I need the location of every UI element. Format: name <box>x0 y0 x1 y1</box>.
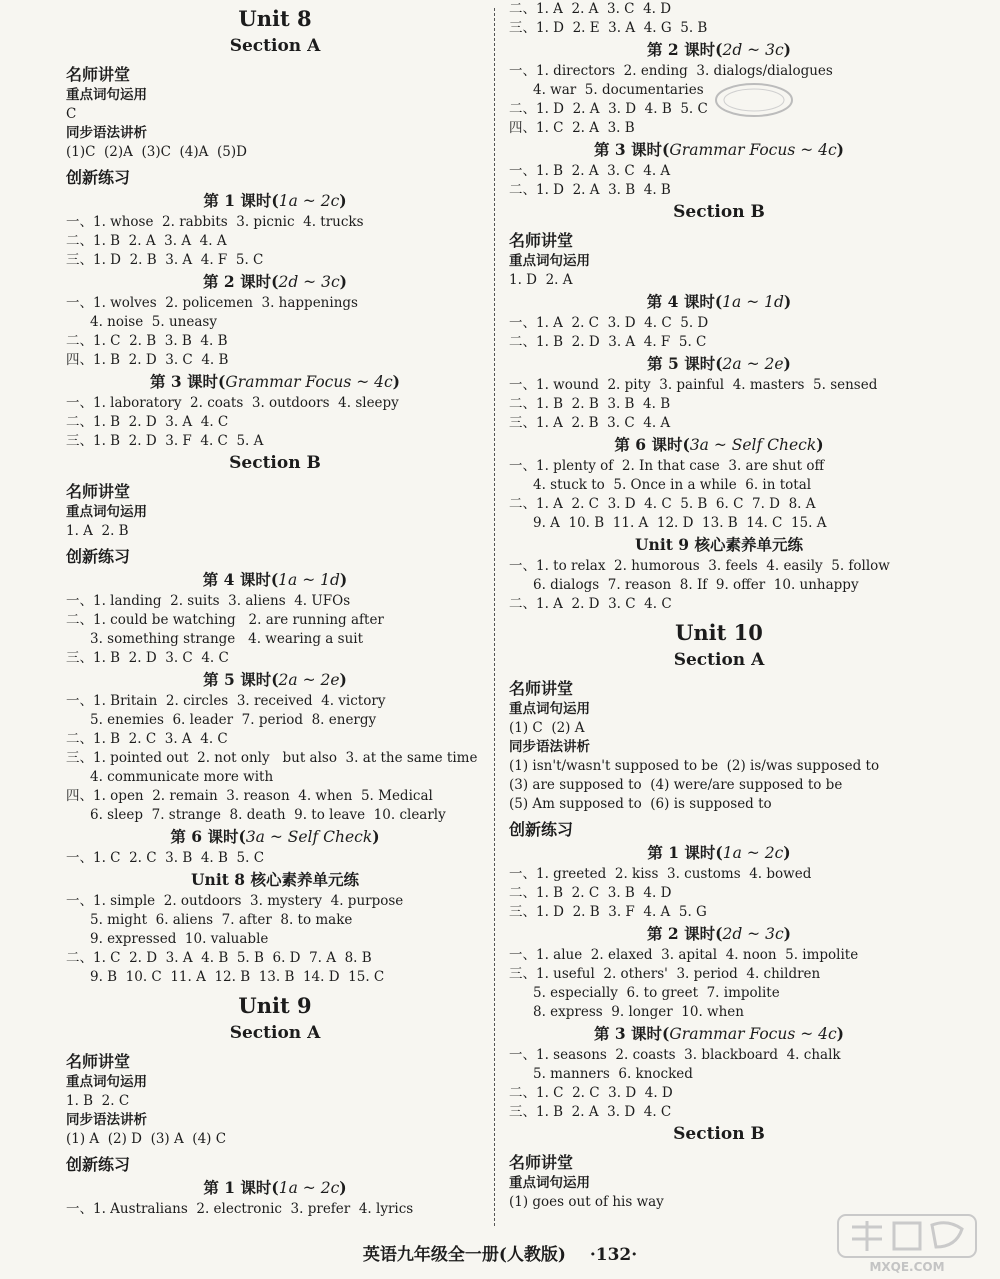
lesson-heading: 第 1 课时(1a ~ 2c) <box>203 191 347 210</box>
answer-line: 5. might 6. aliens 7. after 8. to make <box>90 912 353 928</box>
answer-line: 二、1. A 2. D 3. C 4. C <box>509 596 672 612</box>
answer-line: 三、1. D 2. B 3. F 4. A 5. G <box>509 904 707 920</box>
answer-line: 一、1. whose 2. rabbits 3. picnic 4. trucks <box>66 214 364 230</box>
answer-line: 四、1. B 2. D 3. C 4. B <box>66 352 229 368</box>
right-column <box>509 0 929 1212</box>
answer-line: 一、1. seasons 2. coasts 3. blackboard 4. chalk <box>509 1047 841 1063</box>
answer-line: 一、1. wound 2. pity 3. painful 4. masters 5. sensed <box>509 377 878 393</box>
answer-line: 三、1. A 2. B 3. C 4. A <box>509 415 671 431</box>
answer-line: 二、1. B 2. B 3. B 4. B <box>509 396 671 412</box>
book-title: 英语九年级全一册(人教版) <box>362 1245 566 1265</box>
answer-line: 一、1. to relax 2. humorous 3. feels 4. easily 5. follow <box>509 558 890 574</box>
answer-line: 二、1. C 2. C 3. D 4. D <box>509 1085 673 1101</box>
answer-line: 二、1. B 2. A 3. A 4. A <box>66 233 227 249</box>
answer-line: 1. B 2. C <box>66 1093 130 1109</box>
answer-line: 二、1. A 2. C 3. D 4. C 5. B 6. C 7. D 8. A <box>509 496 816 512</box>
answer-line: 4. war 5. documentaries <box>533 82 704 98</box>
answer-line: 一、1. C 2. C 3. B 4. B 5. C <box>66 850 265 866</box>
subheading: 同步语法讲析 <box>509 739 590 755</box>
lesson-heading: 第 4 课时(1a ~ 1d) <box>202 570 348 589</box>
answer-line: 4. stuck to 5. Once in a while 6. in total <box>533 477 812 493</box>
lesson-heading: 第 5 课时(2a ~ 2e) <box>647 354 791 373</box>
section-heading: Section B <box>229 453 321 473</box>
answer-line: 二、1. A 2. A 3. C 4. D <box>509 1 672 17</box>
answer-line: 6. dialogs 7. reason 8. If 9. offer 10. unhappy <box>533 577 859 593</box>
answer-line: 二、1. C 2. D 3. A 4. B 5. B 6. D 7. A 8. B <box>66 950 372 966</box>
subheading: 名师讲堂 <box>509 1153 574 1172</box>
watermark-logo-icon <box>838 1215 976 1274</box>
subheading: 重点词句运用 <box>509 253 590 269</box>
answer-line: (3) are supposed to (4) were/are supposed to be <box>509 777 843 793</box>
answer-line: (1) C (2) A <box>509 720 585 736</box>
unit-heading: Unit 10 <box>675 620 763 645</box>
answer-line: 二、1. C 2. B 3. B 4. B <box>66 333 228 349</box>
answer-line: 三、1. D 2. B 3. A 4. F 5. C <box>66 252 264 268</box>
column-divider <box>494 8 495 1226</box>
watermark-url: MXQE.COM <box>869 1260 945 1274</box>
answer-line: 一、1. landing 2. suits 3. aliens 4. UFOs <box>66 593 351 609</box>
answer-line: 四、1. C 2. A 3. B <box>509 120 635 136</box>
lesson-heading: 第 2 课时(2d ~ 3c) <box>647 40 791 59</box>
answer-line: 一、1. simple 2. outdoors 3. mystery 4. purpose <box>66 893 404 909</box>
lesson-heading: 第 3 课时(Grammar Focus ~ 4c) <box>593 1024 844 1043</box>
unit-heading: Unit 8 <box>238 6 312 31</box>
lesson-heading: 第 3 课时(Grammar Focus ~ 4c) <box>593 140 844 159</box>
answer-line: 一、1. B 2. A 3. C 4. A <box>509 163 671 179</box>
answer-line: 三、1. B 2. D 3. C 4. C <box>66 650 229 666</box>
lesson-heading: 第 1 课时(1a ~ 2c) <box>203 1178 347 1197</box>
lesson-heading: 第 1 课时(1a ~ 2c) <box>647 843 791 862</box>
answer-line: 二、1. B 2. C 3. A 4. C <box>66 731 228 747</box>
answer-line: (1) goes out of his way <box>509 1194 664 1210</box>
lesson-heading: 第 2 课时(2d ~ 3c) <box>203 272 347 291</box>
answer-line: 三、1. useful 2. others' 3. period 4. children <box>509 966 821 982</box>
answer-line: 一、1. directors 2. ending 3. dialogs/dialogues <box>509 63 833 79</box>
stamp-icon <box>712 80 796 120</box>
subheading: 重点词句运用 <box>66 504 147 520</box>
answer-line: 一、1. alue 2. elaxed 3. apital 4. noon 5. impolite <box>509 947 859 963</box>
answer-line: 二、1. B 2. D 3. A 4. F 5. C <box>509 334 707 350</box>
subheading: 名师讲堂 <box>66 1052 131 1071</box>
answer-line: 一、1. plenty of 2. In that case 3. are shut off <box>509 458 825 474</box>
answer-line: 6. sleep 7. strange 8. death 9. to leave 10. clearly <box>90 807 446 823</box>
answer-line: 二、1. D 2. A 3. B 4. B <box>509 182 671 198</box>
answer-line: (1) A (2) D (3) A (4) C <box>66 1131 227 1147</box>
answer-line: 3. something strange 4. wearing a suit <box>90 631 364 647</box>
answer-line: 5. especially 6. to greet 7. impolite <box>533 985 780 1001</box>
answer-line: 8. express 9. longer 10. when <box>533 1004 744 1020</box>
section-heading: Section A <box>229 1023 321 1043</box>
answer-line: 一、1. Britain 2. circles 3. received 4. victory <box>66 693 386 709</box>
subheading: 同步语法讲析 <box>66 125 147 141</box>
answer-line: 9. expressed 10. valuable <box>90 931 269 947</box>
subheading: 重点词句运用 <box>509 701 590 717</box>
answer-line: 5. manners 6. knocked <box>533 1066 693 1082</box>
subheading: 名师讲堂 <box>66 482 131 501</box>
section-heading: Section B <box>673 202 765 222</box>
answer-line: 一、1. wolves 2. policemen 3. happenings <box>66 295 358 311</box>
lesson-heading: 第 4 课时(1a ~ 1d) <box>646 292 792 311</box>
answer-line: 一、1. laboratory 2. coats 3. outdoors 4. sleepy <box>66 395 399 411</box>
subheading: 创新练习 <box>66 1155 131 1174</box>
answer-line: 9. A 10. B 11. A 12. D 13. B 14. C 15. A <box>533 515 827 531</box>
subheading: 重点词句运用 <box>509 1175 590 1191</box>
answer-line: 二、1. could be watching 2. are running after <box>66 612 384 628</box>
unit-review-heading: Unit 9 核心素养单元练 <box>635 535 803 554</box>
answer-line: (1)C (2)A (3)C (4)A (5)D <box>66 144 247 160</box>
answer-line: 4. noise 5. uneasy <box>90 314 217 330</box>
subheading: 名师讲堂 <box>66 65 131 84</box>
subheading: 创新练习 <box>66 168 131 187</box>
unit-review-heading: Unit 8 核心素养单元练 <box>191 870 359 889</box>
lesson-heading: 第 6 课时(3a ~ Self Check) <box>170 827 380 846</box>
lesson-heading: 第 6 课时(3a ~ Self Check) <box>614 435 824 454</box>
subheading: 名师讲堂 <box>509 231 574 250</box>
answer-line: 三、1. B 2. D 3. F 4. C 5. A <box>66 433 264 449</box>
subheading: 同步语法讲析 <box>66 1112 147 1128</box>
answer-line: (5) Am supposed to (6) is supposed to <box>509 796 772 812</box>
watermark-logo <box>832 1213 982 1277</box>
subheading: 名师讲堂 <box>509 679 574 698</box>
answer-line: 4. communicate more with <box>90 769 274 785</box>
answer-line: 9. B 10. C 11. A 12. B 13. B 14. D 15. C <box>90 969 385 985</box>
subheading: 重点词句运用 <box>66 1074 147 1090</box>
answer-line: 5. enemies 6. leader 7. period 8. energy <box>90 712 377 728</box>
answer-line: C <box>66 106 77 122</box>
lesson-heading: 第 5 课时(2a ~ 2e) <box>203 670 347 689</box>
subheading: 创新练习 <box>509 820 574 839</box>
answer-line: 三、1. B 2. A 3. D 4. C <box>509 1104 672 1120</box>
unit-heading: Unit 9 <box>238 993 312 1018</box>
answer-line: 四、1. open 2. remain 3. reason 4. when 5. Medical <box>66 788 433 804</box>
subheading: 创新练习 <box>66 547 131 566</box>
answer-line: 1. D 2. A <box>509 272 573 288</box>
answer-line: 三、1. D 2. E 3. A 4. G 5. B <box>509 20 708 36</box>
answer-line: 二、1. B 2. C 3. B 4. D <box>509 885 672 901</box>
answer-line: 三、1. pointed out 2. not only but also 3. at the same time <box>66 750 478 766</box>
answer-line: 二、1. B 2. D 3. A 4. C <box>66 414 229 430</box>
section-heading: Section A <box>229 36 321 56</box>
page-number: ·132· <box>589 1245 638 1265</box>
answer-line: 二、1. D 2. A 3. D 4. B 5. C <box>509 101 708 117</box>
subheading: 重点词句运用 <box>66 87 147 103</box>
left-column <box>66 0 484 1219</box>
answer-line: (1) isn't/wasn't supposed to be (2) is/was supposed to <box>509 758 880 774</box>
section-heading: Section B <box>673 1124 765 1144</box>
section-heading: Section A <box>673 650 765 670</box>
answer-line: 一、1. Australians 2. electronic 3. prefer 4. lyrics <box>66 1201 414 1217</box>
lesson-heading: 第 3 课时(Grammar Focus ~ 4c) <box>149 372 400 391</box>
lesson-heading: 第 2 课时(2d ~ 3c) <box>647 924 791 943</box>
answer-line: 一、1. greeted 2. kiss 3. customs 4. bowed <box>509 866 812 882</box>
answer-line: 一、1. A 2. C 3. D 4. C 5. D <box>509 315 709 331</box>
answer-line: 1. A 2. B <box>66 523 129 539</box>
